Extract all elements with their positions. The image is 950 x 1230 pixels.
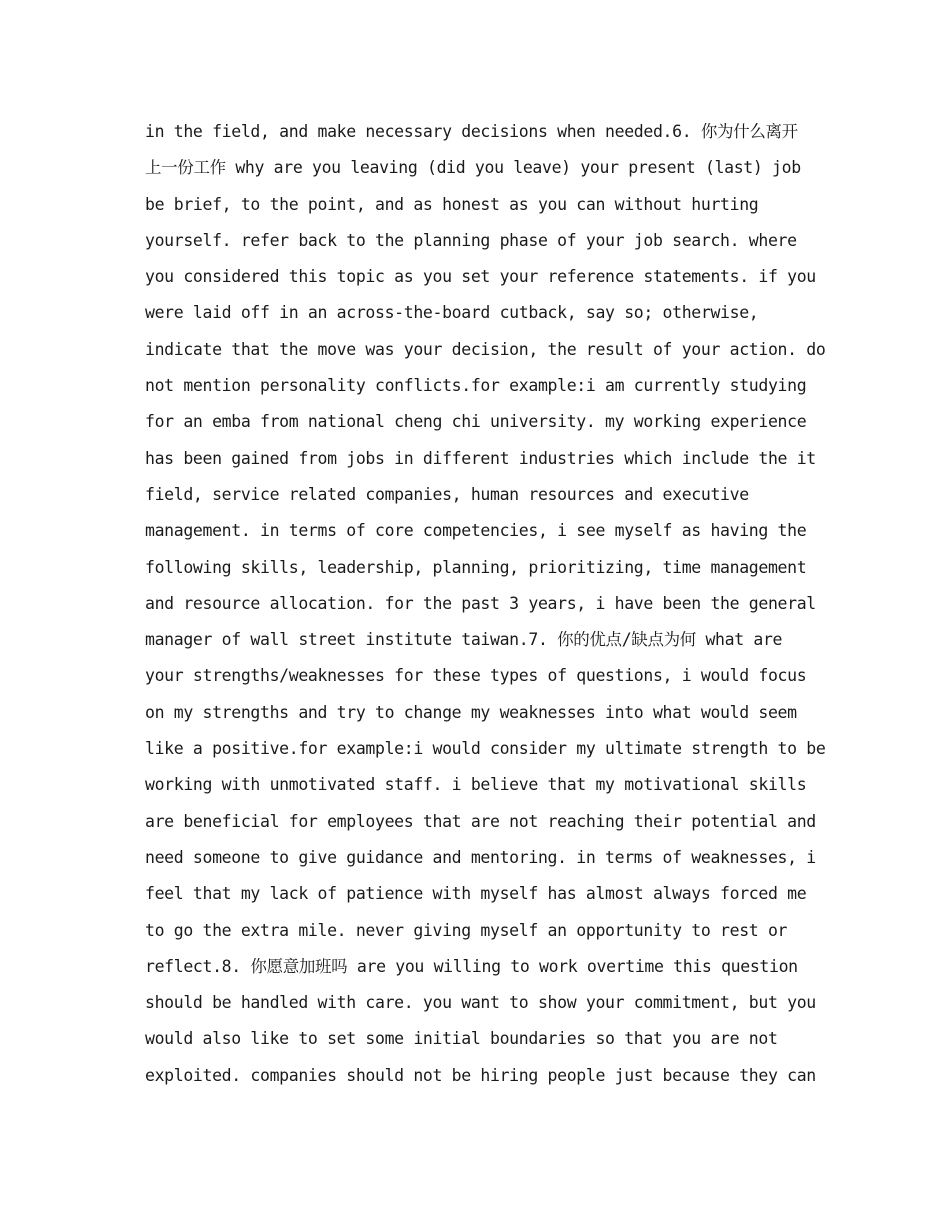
text-line: feel that my lack of patience with myself has almost always forced me (145, 884, 807, 904)
text-line: in the field, and make necessary decisions when needed.6. 你为什么离开 (145, 122, 798, 141)
text-line: would also like to set some initial boundaries so that you are not (145, 1029, 778, 1049)
text-line: reflect.8. 你愿意加班吗 are you willing to work overtime this question (145, 956, 798, 976)
text-line: indicate that the move was your decision, the result of your action. do (145, 339, 826, 359)
text-line: yourself. refer back to the planning phase of your job search. where (145, 230, 797, 250)
text-line: management. in terms of core competencies, i see myself as having the (145, 521, 807, 541)
text-line: are beneficial for employees that are not reaching their potential and (145, 811, 816, 831)
text-line: you considered this topic as you set your reference statements. if you (145, 267, 816, 287)
text-line: and resource allocation. for the past 3 years, i have been the general (145, 593, 816, 613)
text-line: manager of wall street institute taiwan.7. 你的优点/缺点为何 what are (145, 630, 783, 650)
text-line: has been gained from jobs in different industries which include the it (145, 448, 816, 468)
text-line: for an emba from national cheng chi university. my working experience (145, 412, 807, 432)
text-line: like a positive.for example:i would consider my ultimate strength to be (145, 739, 826, 759)
text-line: were laid off in an across-the-board cutback, say so; otherwise, (145, 303, 759, 323)
text-line: to go the extra mile. never giving myself an opportunity to rest or (145, 920, 788, 940)
text-line: not mention personality conflicts.for example:i am currently studying (145, 376, 807, 396)
text-line: on my strengths and try to change my weaknesses into what would seem (145, 702, 797, 722)
text-line: field, service related companies, human resources and executive (145, 484, 749, 504)
text-line: your strengths/weaknesses for these types of questions, i would focus (145, 666, 807, 686)
text-line: be brief, to the point, and as honest as you can without hurting (145, 194, 759, 214)
text-line: need someone to give guidance and mentoring. in terms of weaknesses, i (145, 847, 816, 867)
text-line: following skills, leadership, planning, prioritizing, time management (145, 557, 807, 577)
body-text (145, 114, 825, 1094)
text-line: exploited. companies should not be hiring people just because they can (145, 1065, 816, 1085)
text-line: 上一份工作 why are you leaving (did you leave) your present (last) job (145, 158, 801, 178)
text-line: should be handled with care. you want to show your commitment, but you (145, 993, 816, 1013)
text-line: working with unmotivated staff. i believe that my motivational skills (145, 775, 807, 795)
